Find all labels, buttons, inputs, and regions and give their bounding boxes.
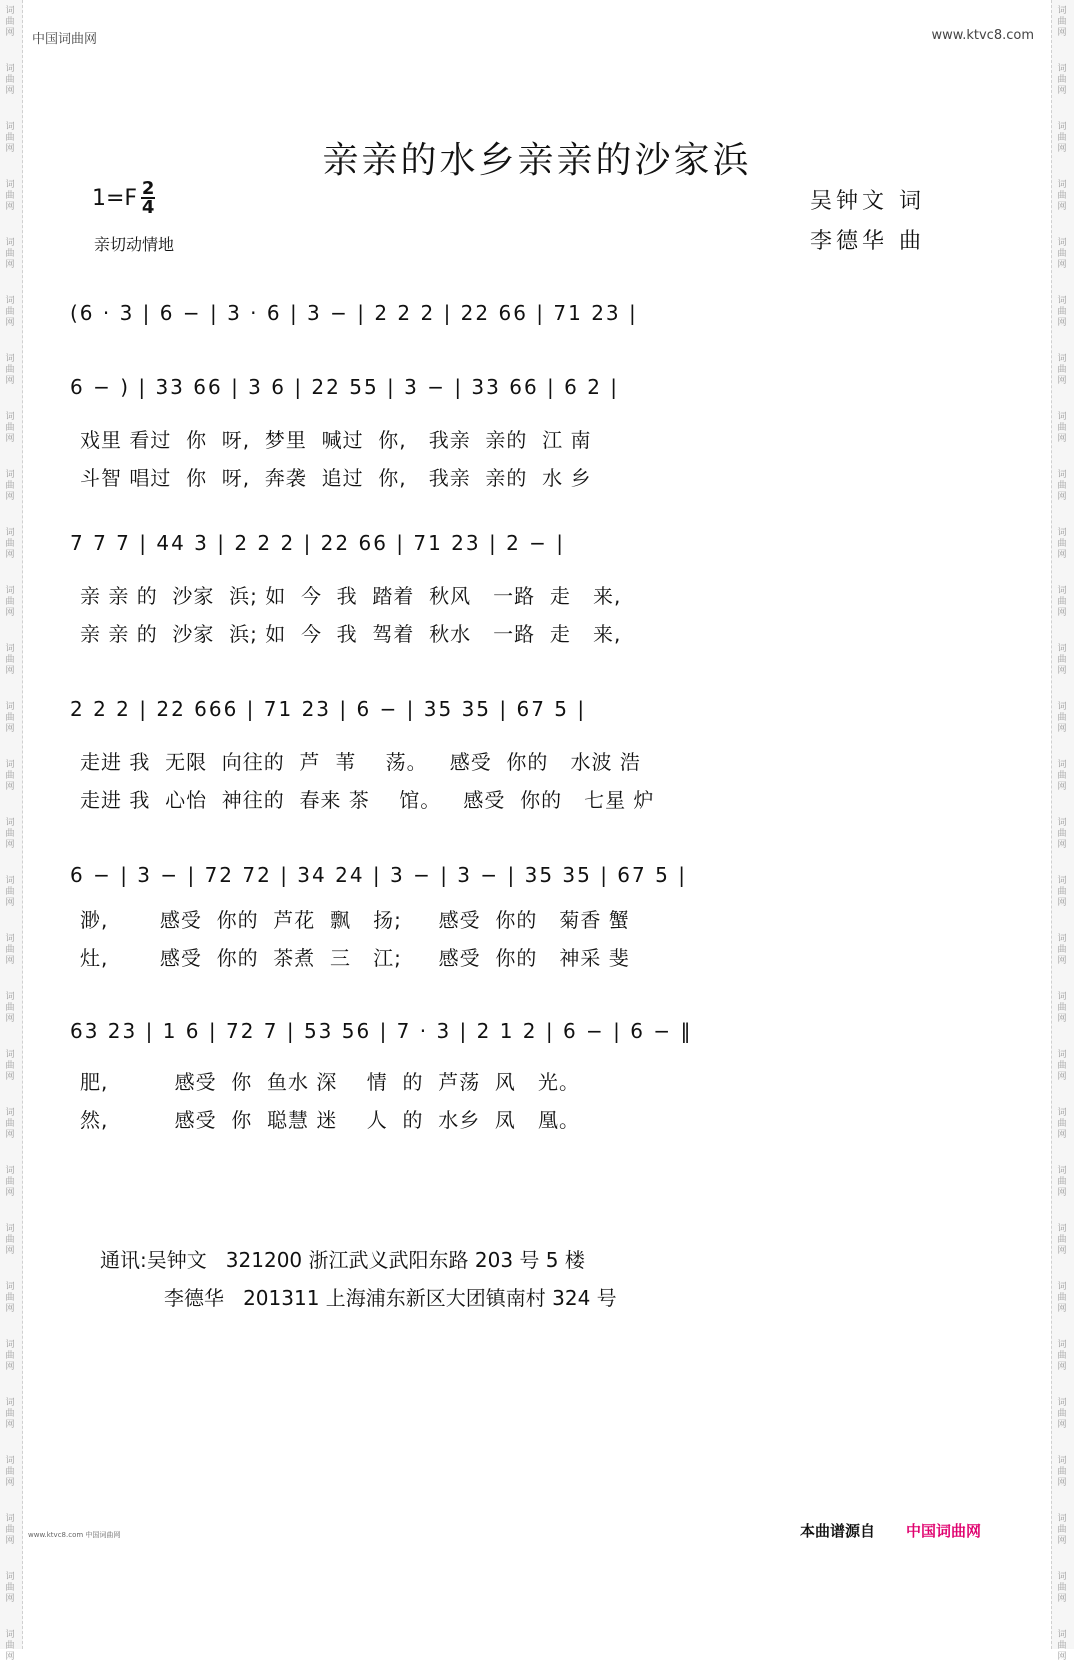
- tempo-marking: 亲切动情地: [94, 235, 175, 254]
- watermark-glyph: 词 曲 网: [5, 296, 15, 328]
- watermark-glyph: 词 曲 网: [1057, 586, 1067, 618]
- watermark-glyph: 词 曲 网: [1057, 354, 1067, 386]
- notation-line-5: 6 − | 3 − | 72 72 | 34 24 | 3 − | 3 − | 35 35 | 67 5 |: [70, 863, 687, 887]
- lyric-line-6b: 然, 感受 你 聪慧 迷 人 的 水乡 凤 凰。: [80, 1108, 581, 1132]
- watermark-glyph: 词 曲 网: [5, 1398, 15, 1430]
- watermark-glyph: 词 曲 网: [5, 412, 15, 444]
- lyric-line-3a: 亲 亲 的 沙家 浜; 如 今 我 踏着 秋风 一路 走 来,: [80, 584, 622, 608]
- watermark-glyph: 词 曲 网: [1057, 934, 1067, 966]
- watermark-glyph: 词 曲 网: [5, 818, 15, 850]
- watermark-glyph: 词 曲 网: [5, 1340, 15, 1372]
- contact-line-2: 李德华 201311 上海浦东新区大团镇南村 324 号: [164, 1286, 617, 1310]
- watermark-glyph: 词 曲 网: [5, 528, 15, 560]
- watermark-glyph: 词 曲 网: [5, 180, 15, 212]
- tiny-footer-text: www.ktvc8.com 中国词曲网: [28, 1531, 121, 1539]
- watermark-glyph: 词 曲 网: [5, 934, 15, 966]
- watermark-glyph: 词 曲 网: [1057, 180, 1067, 212]
- watermark-glyph: 词 曲 网: [1057, 1166, 1067, 1198]
- watermark-glyph: 词 曲 网: [5, 876, 15, 908]
- watermark-glyph: 词 曲 网: [5, 354, 15, 386]
- time-signature: [141, 180, 155, 216]
- watermark-glyph: 词 曲 网: [1057, 122, 1067, 154]
- right-watermark-strip: [1051, 0, 1074, 1662]
- watermark-glyph: 词 曲 网: [1057, 1224, 1067, 1256]
- lyric-line-5a: 渺, 感受 你的 芦花 飘 扬; 感受 你的 菊香 蟹: [80, 908, 630, 932]
- source-label: 本曲谱源自: [800, 1522, 876, 1540]
- watermark-glyph: 词 曲 网: [5, 122, 15, 154]
- watermark-glyph: 词 曲 网: [1057, 296, 1067, 328]
- lyric-line-4a: 走进 我 无限 向往的 芦 苇 荡。 感受 你的 水波 浩: [80, 750, 641, 774]
- watermark-glyph: 词 曲 网: [5, 6, 15, 38]
- watermark-glyph: 词 曲 网: [1057, 1050, 1067, 1082]
- notation-line-3: 7 7 7 | 44 3 | 2 2 2 | 22 66 | 71 23 | 2 − |: [70, 531, 566, 555]
- key-signature: [92, 180, 155, 216]
- watermark-glyph: 词 曲 网: [5, 1050, 15, 1082]
- watermark-glyph: 词 曲 网: [1057, 818, 1067, 850]
- watermark-glyph: 词 曲 网: [5, 238, 15, 270]
- site-url-header: www.ktvc8.com: [931, 28, 1034, 43]
- watermark-glyph: 词 曲 网: [1057, 876, 1067, 908]
- watermark-glyph: 词 曲 网: [5, 760, 15, 792]
- watermark-glyph: 词 曲 网: [1057, 1572, 1067, 1604]
- watermark-glyph: 词 曲 网: [1057, 412, 1067, 444]
- site-name-header: 中国词曲网: [32, 32, 98, 47]
- watermark-glyph: 词 曲 网: [5, 702, 15, 734]
- watermark-glyph: 词 曲 网: [5, 1514, 15, 1546]
- watermark-glyph: 词 曲 网: [1057, 64, 1067, 96]
- lyricist-credit: 吴钟文 词: [810, 189, 925, 214]
- watermark-glyph: 词 曲 网: [1057, 1282, 1067, 1314]
- notation-line-1: (6 · 3 | 6 − | 3 · 6 | 3 − | 2 2 2 | 22 66 | 71 23 |: [70, 301, 638, 325]
- watermark-glyph: 词 曲 网: [5, 470, 15, 502]
- watermark-glyph: 词 曲 网: [1057, 1108, 1067, 1140]
- watermark-glyph: 词 曲 网: [1057, 1630, 1067, 1662]
- watermark-glyph: 词 曲 网: [5, 1630, 15, 1662]
- key-label: 1=F: [92, 185, 138, 211]
- source-brand-link[interactable]: 中国词曲网: [906, 1522, 982, 1540]
- notation-line-4: 2 2 2 | 22 666 | 71 23 | 6 − | 35 35 | 67 5 |: [70, 697, 587, 721]
- watermark-glyph: 词 曲 网: [5, 1224, 15, 1256]
- watermark-glyph: 词 曲 网: [5, 1166, 15, 1198]
- watermark-glyph: 词 曲 网: [5, 992, 15, 1024]
- watermark-glyph: 词 曲 网: [1057, 1398, 1067, 1430]
- watermark-glyph: 词 曲 网: [1057, 1340, 1067, 1372]
- notation-line-6: 63 23 | 1 6 | 72 7 | 53 56 | 7 · 3 | 2 1 2 | 6 − | 6 − ‖: [70, 1019, 693, 1043]
- watermark-glyph: 词 曲 网: [1057, 470, 1067, 502]
- watermark-glyph: 词 曲 网: [1057, 528, 1067, 560]
- lyric-line-2a: 戏里 看过 你 呀, 梦里 喊过 你, 我亲 亲的 江 南: [80, 428, 592, 452]
- watermark-glyph: 词 曲 网: [1057, 760, 1067, 792]
- contact-line-1: 通讯:吴钟文 321200 浙江武义武阳东路 203 号 5 楼: [100, 1248, 585, 1272]
- watermark-glyph: 词 曲 网: [5, 586, 15, 618]
- watermark-glyph: 词 曲 网: [5, 64, 15, 96]
- lyric-line-2b: 斗智 唱过 你 呀, 奔袭 追过 你, 我亲 亲的 水 乡: [80, 466, 592, 490]
- watermark-glyph: 词 曲 网: [1057, 238, 1067, 270]
- watermark-glyph: 词 曲 网: [5, 1282, 15, 1314]
- watermark-glyph: 词 曲 网: [5, 1572, 15, 1604]
- notation-line-2: 6 − ) | 33 66 | 3 6 | 22 55 | 3 − | 33 66 | 6 2 |: [70, 375, 620, 399]
- watermark-glyph: 词 曲 网: [1057, 702, 1067, 734]
- left-watermark-strip: [0, 0, 23, 1662]
- lyric-line-5b: 灶, 感受 你的 茶煮 三 江; 感受 你的 神采 斐: [80, 946, 630, 970]
- song-title: 亲亲的水乡亲亲的沙家浜: [322, 140, 752, 181]
- watermark-glyph: 词 曲 网: [1057, 1514, 1067, 1546]
- lyric-line-6a: 肥, 感受 你 鱼水 深 情 的 芦荡 风 光。: [80, 1070, 581, 1094]
- watermark-glyph: 词 曲 网: [1057, 992, 1067, 1024]
- watermark-glyph: 词 曲 网: [1057, 1456, 1067, 1488]
- watermark-glyph: 词 曲 网: [5, 1108, 15, 1140]
- lyric-line-4b: 走进 我 心怡 神往的 春来 茶 馆。 感受 你的 七星 炉: [80, 788, 655, 812]
- time-bottom: 4: [141, 197, 155, 218]
- time-top: 2: [141, 178, 155, 199]
- watermark-glyph: 词 曲 网: [5, 1456, 15, 1488]
- watermark-glyph: 词 曲 网: [1057, 6, 1067, 38]
- lyric-line-3b: 亲 亲 的 沙家 浜; 如 今 我 驾着 秋水 一路 走 来,: [80, 622, 622, 646]
- watermark-glyph: 词 曲 网: [5, 644, 15, 676]
- composer-credit: 李德华 曲: [810, 229, 925, 254]
- watermark-glyph: 词 曲 网: [1057, 644, 1067, 676]
